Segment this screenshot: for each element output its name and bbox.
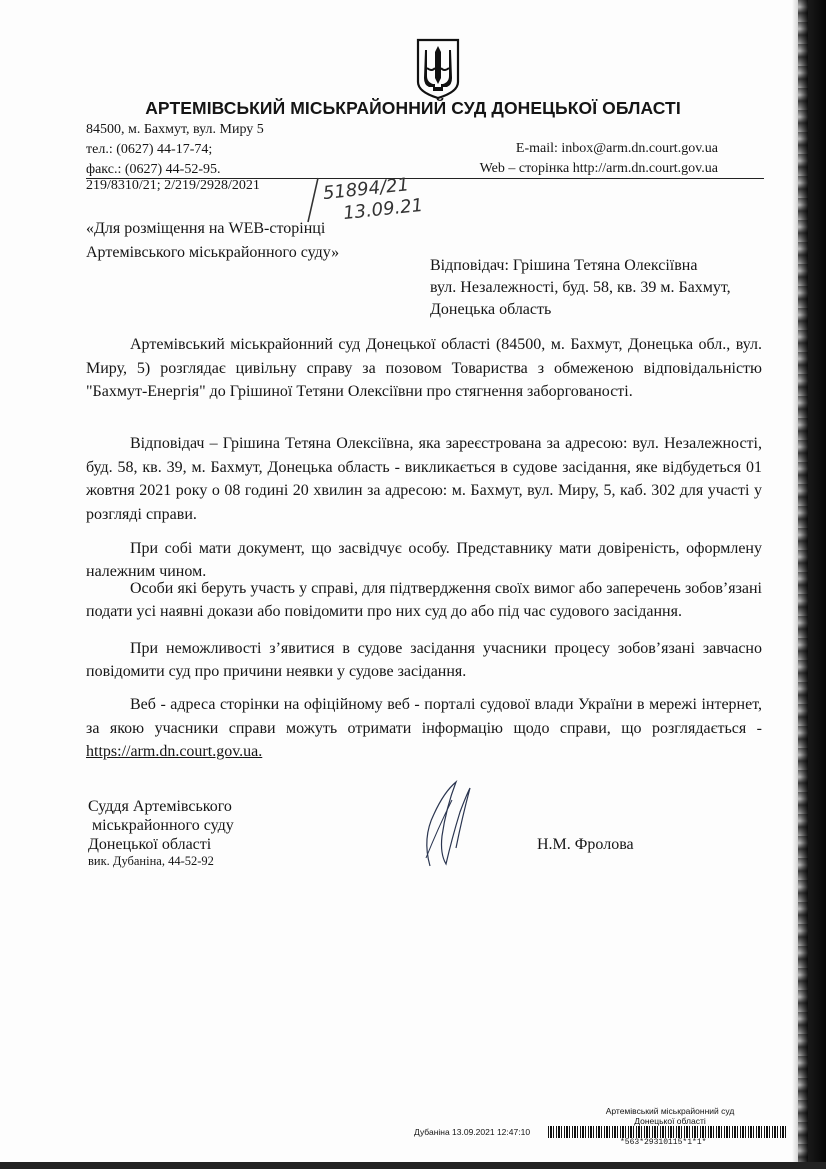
handwritten-number: 51894/21: [321, 174, 410, 205]
respondent-region: Донецька область: [430, 301, 552, 318]
placement-note-line1: «Для розміщення на WEB-сторінці: [86, 220, 326, 237]
judge-title-line3: Донецької області: [88, 836, 212, 853]
judge-title-line2: міськрайонного суду: [92, 817, 234, 834]
judge-name: Н.М. Фролова: [537, 836, 634, 853]
court-website: Web – сторінка http://arm.dn.court.gov.ua: [479, 161, 718, 176]
court-fax: факс.: (0627) 44-52-95.: [86, 162, 221, 177]
respondent-block: [430, 255, 760, 321]
stamp-court-line2: Донецької області: [634, 1116, 706, 1126]
respondent-name: Відповідач: Грішина Тетяна Олексіївна: [430, 257, 698, 274]
judge-signature: [416, 778, 474, 870]
placement-note-line2: Артемівського міськрайонного суду»: [86, 243, 340, 261]
body-paragraph-evidence: Особи які беруть участь у справі, для підтвердження своїх вимог або заперечень зобов’язані подати усі наявні докази або повідомити про них суд до або під час судового засідання.: [86, 580, 762, 620]
case-numbers: 219/8310/21; 2/219/2928/2021: [86, 178, 260, 193]
court-title: АРТЕМІВСЬКИЙ МІСЬКРАЙОННИЙ СУД ДОНЕЦЬКОЇ ОБЛАСТІ: [145, 98, 681, 118]
body-paragraph-absence: При неможливості з’явитися в судове засідання учасники процесу зобов’язані завчасно повідомити суд про причини неявки у судове засідання.: [86, 640, 762, 680]
court-email: E-mail: inbox@arm.dn.court.gov.ua: [515, 141, 718, 156]
registrar-datetime: Дубаніна 13.09.2021 12:47:10: [414, 1127, 531, 1137]
coat-of-arms-icon: [414, 38, 462, 100]
website-paragraph-text: Веб - адреса сторінки на офіційному веб - порталі судової влади України в мережі інтернет, за якою учасники справи можуть отримати інформацію щодо справи, що розглядається -: [86, 696, 762, 737]
scan-edge-noise: [798, 0, 808, 1169]
body-paragraph-documents: При собі мати документ, що засвідчує особу. Представнику мати довіреність, оформлену належним чином.: [86, 540, 762, 580]
scan-bottom-edge: [0, 1162, 826, 1169]
registration-barcode: [548, 1126, 786, 1138]
court-contacts-right: [480, 139, 718, 179]
registration-stamp-court: [596, 1106, 744, 1126]
executor-phone-note: вик. Дубаніна, 44-52-92: [88, 854, 214, 868]
body-paragraph-website: [86, 693, 762, 764]
barcode-code: *563*29310115*1*1*: [620, 1138, 707, 1147]
court-phone: тел.: (0627) 44-17-74;: [86, 142, 213, 157]
respondent-address: вул. Незалежності, буд. 58, кв. 39 м. Бахмут,: [430, 279, 731, 296]
court-website-link[interactable]: https://arm.dn.court.gov.ua.: [86, 743, 263, 760]
court-address: 84500, м. Бахмут, вул. Миру 5: [86, 122, 264, 137]
judge-title-block: [88, 797, 234, 854]
handwritten-date: 13.09.21: [342, 194, 425, 225]
body-paragraph-summons: Відповідач – Грішина Тетяна Олексіївна, яка зареєстрована за адресою: вул. Незалежності, буд. 58, кв. 39, м. Бахмут, Донецька область - викликається в судове засідання, яке відбудеться 01 жовтня 2021 року о 08 годині 20 хвилин за адресою: м. Бахмут, вул. Миру, 5, каб. 302 для участі у розгляді справи.: [86, 435, 762, 523]
court-contacts-left: [86, 120, 264, 180]
body-paragraph-case: Артемівський міськрайонний суд Донецької області (84500, м. Бахмут, Донецька обл., вул. Миру, 5) розглядає цивільну справу за позовом Товариства з обмеженою відповідальністю "Бахмут-Енергія" до Грішиної Тетяни Олексіївни про стягнення заборгованості.: [86, 336, 762, 400]
judge-title-line1: Суддя Артемівського: [88, 798, 232, 815]
placement-note: [86, 217, 416, 264]
stamp-court-line1: Артемівський міськрайонний суд: [605, 1106, 735, 1116]
